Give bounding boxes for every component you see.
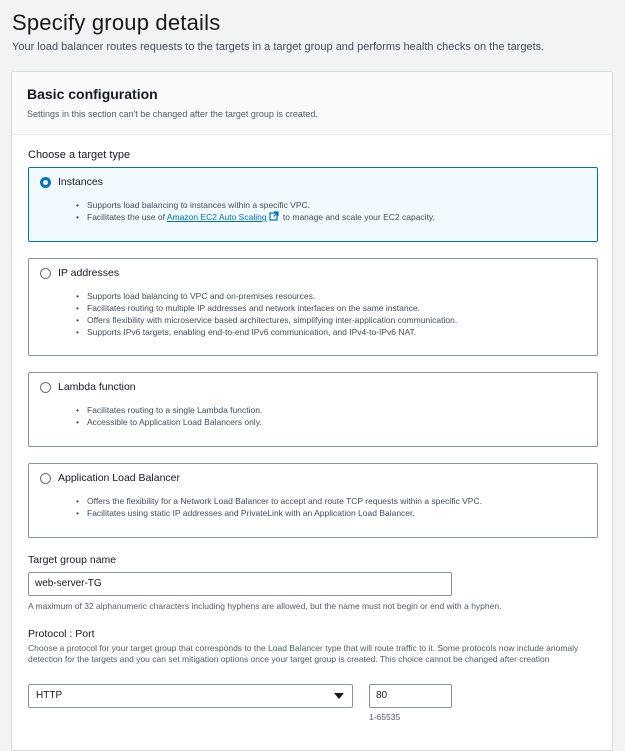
- external-link-icon[interactable]: [269, 211, 279, 224]
- list-item: • Facilitates routing to multiple IP addresses and network interfaces on the same instance.: [76, 302, 457, 314]
- target-type-option-instances[interactable]: [28, 167, 598, 242]
- target-type-option-application-load-balancer[interactable]: [28, 463, 598, 538]
- option-title-application-load-balancer: Application Load Balancer: [58, 472, 181, 484]
- protocol-select-value: HTTP: [36, 690, 63, 701]
- list-item: • Supports load balancing to VPC and on-premises resources.: [76, 290, 457, 302]
- list-item: • Facilitates routing to a single Lambda function.: [76, 404, 262, 416]
- list-item: • Facilitates using static IP addresses and PrivateLink with an Application Load Balancer.: [76, 507, 482, 519]
- target-type-label: Choose a target type: [28, 149, 131, 161]
- panel-header: [12, 72, 612, 135]
- option-title-instances: Instances: [58, 176, 103, 188]
- list-item: [76, 211, 435, 224]
- target-type-option-ip-addresses[interactable]: [28, 258, 598, 356]
- ec2-auto-scaling-link[interactable]: Amazon EC2 Auto Scaling: [166, 212, 267, 222]
- radio-lambda-function[interactable]: [40, 382, 51, 393]
- list-item: • Supports load balancing to instances within a specific VPC.: [76, 199, 435, 211]
- target-type-option-lambda-function[interactable]: [28, 372, 598, 447]
- option-title-ip-addresses: IP addresses: [58, 267, 120, 279]
- bullet-prefix: Facilitates the use of: [87, 212, 167, 222]
- option-bullets-ip-addresses: [76, 290, 457, 338]
- option-bullets-instances: [76, 199, 435, 224]
- bullet-suffix: to manage and scale your EC2 capacity.: [280, 212, 435, 222]
- radio-ip-addresses[interactable]: [40, 268, 51, 279]
- port-input[interactable]: 80: [369, 684, 452, 708]
- target-group-name-input[interactable]: web-server-TG: [28, 572, 452, 596]
- list-item: • Accessible to Application Load Balancers only.: [76, 416, 262, 428]
- list-item: • Offers flexibility with microservice based architectures, simplifying inter-application communication.: [76, 314, 457, 326]
- chevron-down-icon[interactable]: [334, 693, 344, 699]
- target-group-name-label: Target group name: [28, 554, 117, 566]
- panel-title: Basic configuration: [27, 86, 158, 102]
- port-range-hint: 1-65535: [369, 712, 401, 722]
- protocol-port-label: Protocol : Port: [28, 628, 95, 640]
- option-title-lambda-function: Lambda function: [58, 381, 136, 393]
- page-subtitle: Your load balancer routes requests to the targets in a target group and performs health checks on the targets.: [12, 41, 545, 53]
- option-bullets-application-load-balancer: [76, 495, 482, 519]
- protocol-port-description: Choose a protocol for your target group that corresponds to the Load Balancer type that will route traffic to it. Some protocols now include anomaly detection for the targets and you can set mitigation options once your target group is created. This choice cannot be changed after creation: [28, 643, 579, 664]
- option-bullets-lambda-function: [76, 404, 262, 428]
- radio-instances[interactable]: [40, 177, 51, 188]
- protocol-select[interactable]: [28, 684, 353, 708]
- page-title: Specify group details: [12, 10, 221, 35]
- target-group-name-hint: A maximum of 32 alphanumeric characters including hyphens are allowed, but the name must not begin or end with a hyphen.: [28, 601, 502, 611]
- list-item: • Offers the flexibility for a Network Load Balancer to accept and route TCP requests within a specific VPC.: [76, 495, 482, 507]
- basic-configuration-panel: [11, 71, 613, 751]
- list-item: • Supports IPv6 targets, enabling end-to-end IPv6 communication, and IPv4-to-IPv6 NAT.: [76, 326, 457, 338]
- panel-description: Settings in this section can't be changed after the target group is created.: [27, 109, 318, 119]
- radio-application-load-balancer[interactable]: [40, 473, 51, 484]
